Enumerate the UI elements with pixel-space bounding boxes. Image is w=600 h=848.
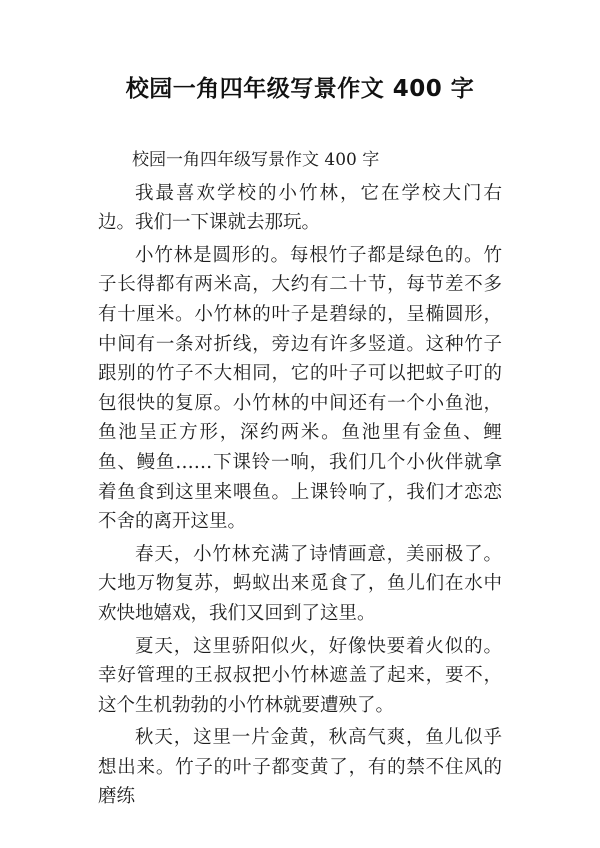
- paragraph-1: 我最喜欢学校的小竹林，它在学校大门右边。我们一下课就去那玩。: [98, 182, 502, 234]
- paragraph-5: 秋天，这里一片金黄，秋高气爽，鱼儿似乎想出来。竹子的叶子都变黄了，有的禁不住风的磨练: [98, 727, 502, 808]
- paragraph-2: 小竹林是圆形的。每根竹子都是绿色的。竹子长得都有两米高，大约有二十节，每节差不多有十厘米。小竹林的叶子是碧绿的，呈椭圆形，中间有一条对折线，旁边有许多竖道。这种竹子跟别的竹子不大相同，它的叶子可以把蚊子叮的包很快的复原。小竹林的中间还有一个小鱼池，鱼池呈正方形，深约两米。鱼池里有金鱼、鲤鱼、鳗鱼……下课铃一响，我们几个小伙伴就拿着鱼食到这里来喂鱼。上课铃响了，我们才恋恋不舍的离开这里。: [98, 244, 502, 533]
- document-body: [98, 146, 502, 815]
- paragraph-4: 夏天，这里骄阳似火，好像快要着火似的。幸好管理的王叔叔把小竹林遮盖了起来，要不，这个生机勃勃的小竹林就要遭殃了。: [98, 635, 502, 716]
- paragraph-3: 春天，小竹林充满了诗情画意，美丽极了。大地万物复苏，蚂蚁出来觅食了，鱼儿们在水中欢快地嬉戏，我们又回到了这里。: [98, 543, 502, 624]
- document-title: 校园一角四年级写景作文 400 字: [125, 76, 475, 102]
- document-subtitle: 校园一角四年级写景作文 400 字: [132, 150, 380, 170]
